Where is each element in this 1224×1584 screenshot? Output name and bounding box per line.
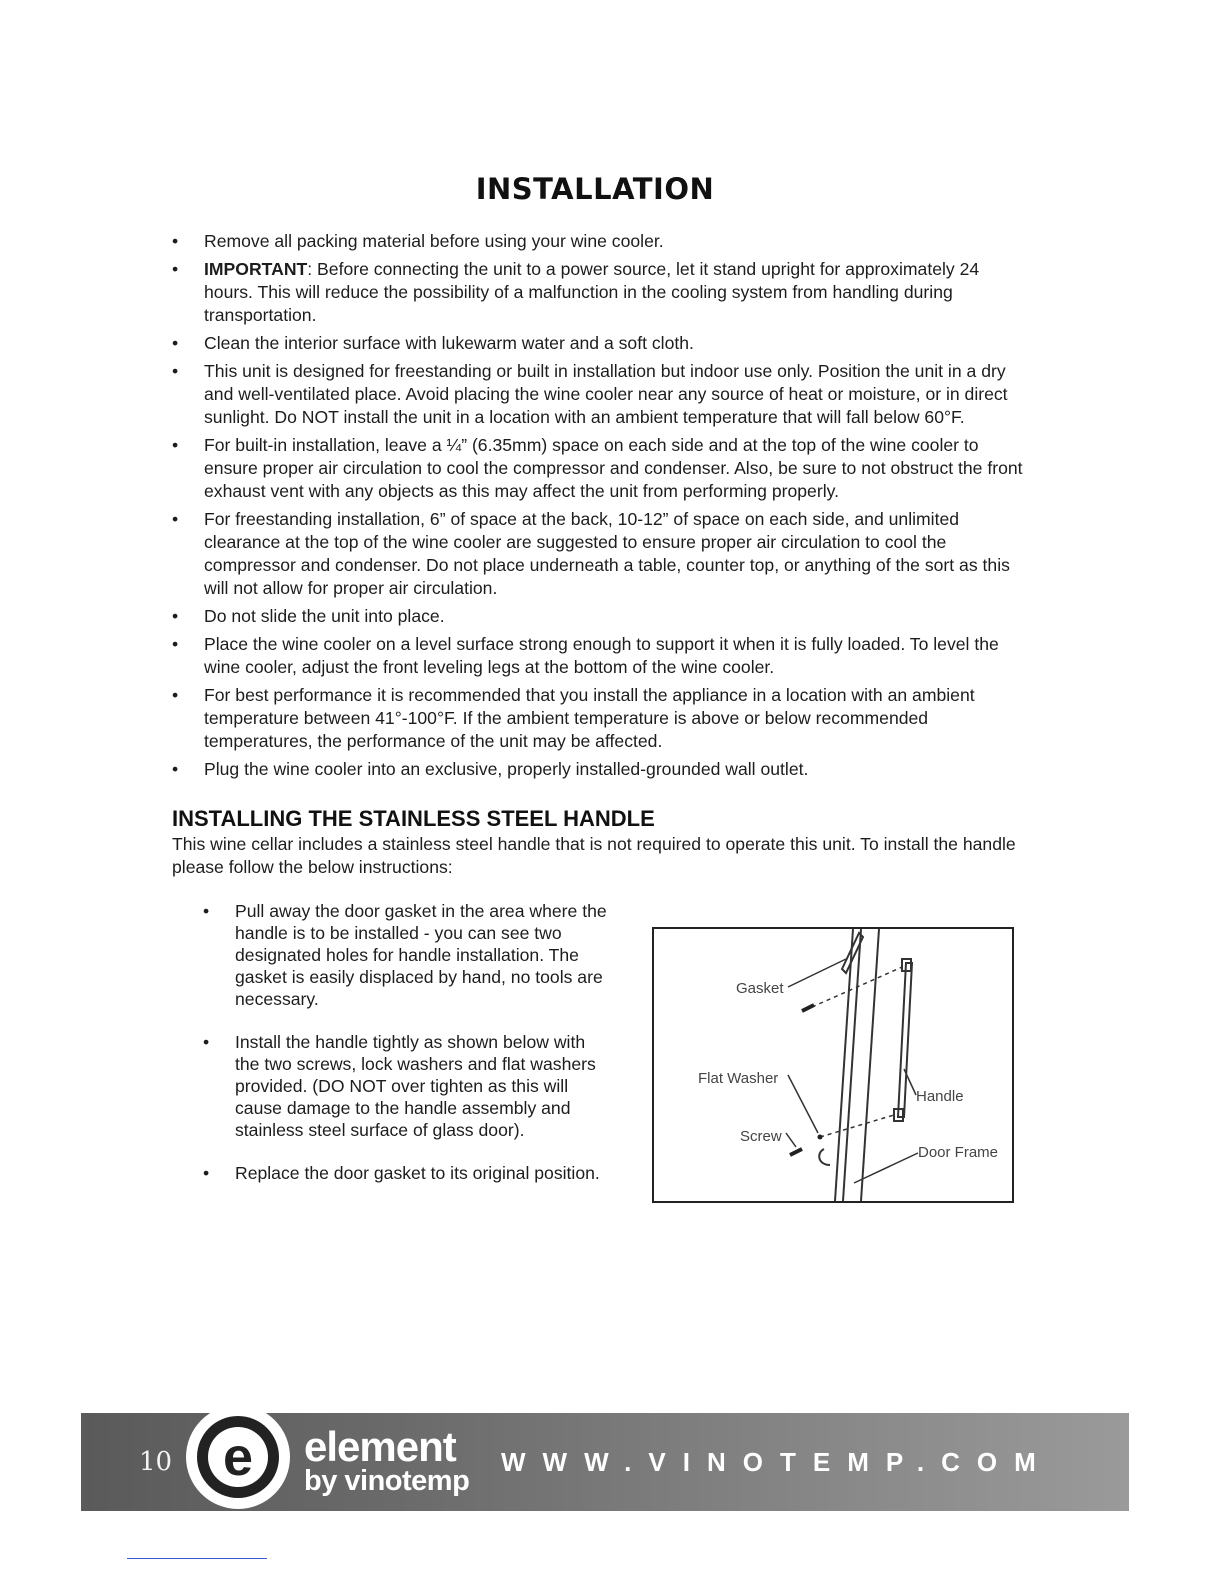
door-frame-line: [843, 929, 861, 1201]
website-url: WWW.VINOTEMP.COM: [501, 1447, 1053, 1477]
bullet-item: [172, 758, 1032, 781]
bullet-text: Plug the wine cooler into an exclusive, properly installed-grounded wall outlet.: [204, 759, 809, 779]
step-item: • Replace the door gasket to its original position.: [203, 1162, 613, 1184]
label-door-frame: Door Frame: [918, 1144, 999, 1161]
bullet-text: This unit is designed for freestanding or built in installation but indoor use only. Position the unit in a dry and well-ventilated place. Avoid placing the wine cooler near any source of heat or moisture, or in direct sunlight. Do NOT install the unit in a location with an ambient temperature that will fall below 60°F.: [204, 361, 1008, 427]
bullet-item: [172, 684, 1032, 753]
brand-name: element: [304, 1423, 456, 1470]
bullet-item: [172, 258, 1032, 327]
bullet-bold-lead: IMPORTANT: [204, 259, 308, 279]
bullet-item: [172, 230, 1032, 253]
leader-flat-washer: [788, 1075, 818, 1133]
label-gasket: Gasket: [736, 980, 784, 997]
page-number: 10: [139, 1447, 173, 1477]
bullet-item: [172, 605, 1032, 628]
bullet-text: For freestanding installation, 6” of space at the back, 10-12” of space on each side, and unlimited clearance at the top of the wine cooler are suggested to ensure proper air circulation to cool the compressor and condenser. Do not place underneath a table, counter top, or anything of the sort as this will not allow for proper air circulation.: [204, 509, 1010, 598]
logo-letter: e: [222, 1427, 254, 1487]
handle-installation-diagram: [652, 927, 1014, 1203]
brand-wordmark: [304, 1423, 470, 1497]
handle-hook: [819, 1149, 830, 1165]
handle-steps-list: [203, 900, 613, 1205]
brand-subname: by vinotemp: [304, 1465, 470, 1497]
bullet-text: Place the wine cooler on a level surface strong enough to support it when it is fully loaded. To level the wine cooler, adjust the front leveling legs at the bottom of the wine cooler.: [204, 634, 999, 677]
bullet-text: For best performance it is recommended that you install the appliance in a location with an ambient temperature between 41°-100°F. If the ambient temperature is above or below recommended temperatures, the performance of the unit may be affected.: [204, 685, 975, 751]
brand-logo-icon: [186, 1405, 290, 1509]
bullet-text: Clean the interior surface with lukewarm water and a soft cloth.: [204, 333, 694, 353]
footer-rule: [127, 1558, 267, 1559]
bullet-text: : Before connecting the unit to a power source, let it stand upright for approximately 24 hours. This will reduce the possibility of a malfunction in the cooling system from handling during transportation.: [204, 259, 980, 325]
section-heading-handle: INSTALLING THE STAINLESS STEEL HANDLE: [172, 806, 655, 831]
bullet-item: [172, 508, 1032, 600]
bullet-item: [172, 434, 1032, 503]
label-flat-washer: Flat Washer: [698, 1070, 779, 1087]
handle-bar: [898, 963, 912, 1117]
bullet-text: For built-in installation, leave a ¼” (6.35mm) space on each side and at the top of the wine cooler to ensure proper air circulation to cool the compressor and condenser. Also, be sure to not obstruct the front exhaust vent with any objects as this may affect the unit from performing properly.: [204, 435, 1023, 501]
label-screw: Screw: [740, 1128, 782, 1145]
screw-bottom: [790, 1149, 802, 1155]
step-item: • Pull away the door gasket in the area where the handle is to be installed - you can see two designated holes for handle installation. The gasket is easily displaced by hand, no tools are necessary.: [203, 900, 613, 1010]
flat-washer: [818, 1135, 823, 1140]
bullet-item: [172, 360, 1032, 429]
section-intro: This wine cellar includes a stainless steel handle that is not required to operate this unit. To install the handle please follow the below instructions:: [172, 834, 1016, 877]
leader-screw: [786, 1133, 796, 1147]
bullet-text: Do not slide the unit into place.: [204, 606, 445, 626]
logo-mark: [186, 1405, 290, 1509]
step-item: • Install the handle tightly as shown below with the two screws, lock washers and flat washers provided. (DO NOT over tighten as this will cause damage to the handle assembly and stainless steel surface of glass door).: [203, 1031, 613, 1141]
page-title: INSTALLATION: [475, 172, 715, 206]
label-handle: Handle: [916, 1088, 964, 1105]
door-frame-line: [861, 929, 879, 1201]
bullet-item: [172, 633, 1032, 679]
screw-top: [802, 1005, 814, 1011]
diagram-drawing: [654, 929, 1012, 1201]
screw-path-bottom: [820, 1115, 894, 1137]
leader-gasket: [788, 959, 846, 987]
installation-bullet-list: [172, 230, 1032, 786]
bullet-text: Remove all packing material before using your wine cooler.: [204, 231, 664, 251]
page-footer: [81, 1413, 1129, 1511]
bullet-item: [172, 332, 1032, 355]
